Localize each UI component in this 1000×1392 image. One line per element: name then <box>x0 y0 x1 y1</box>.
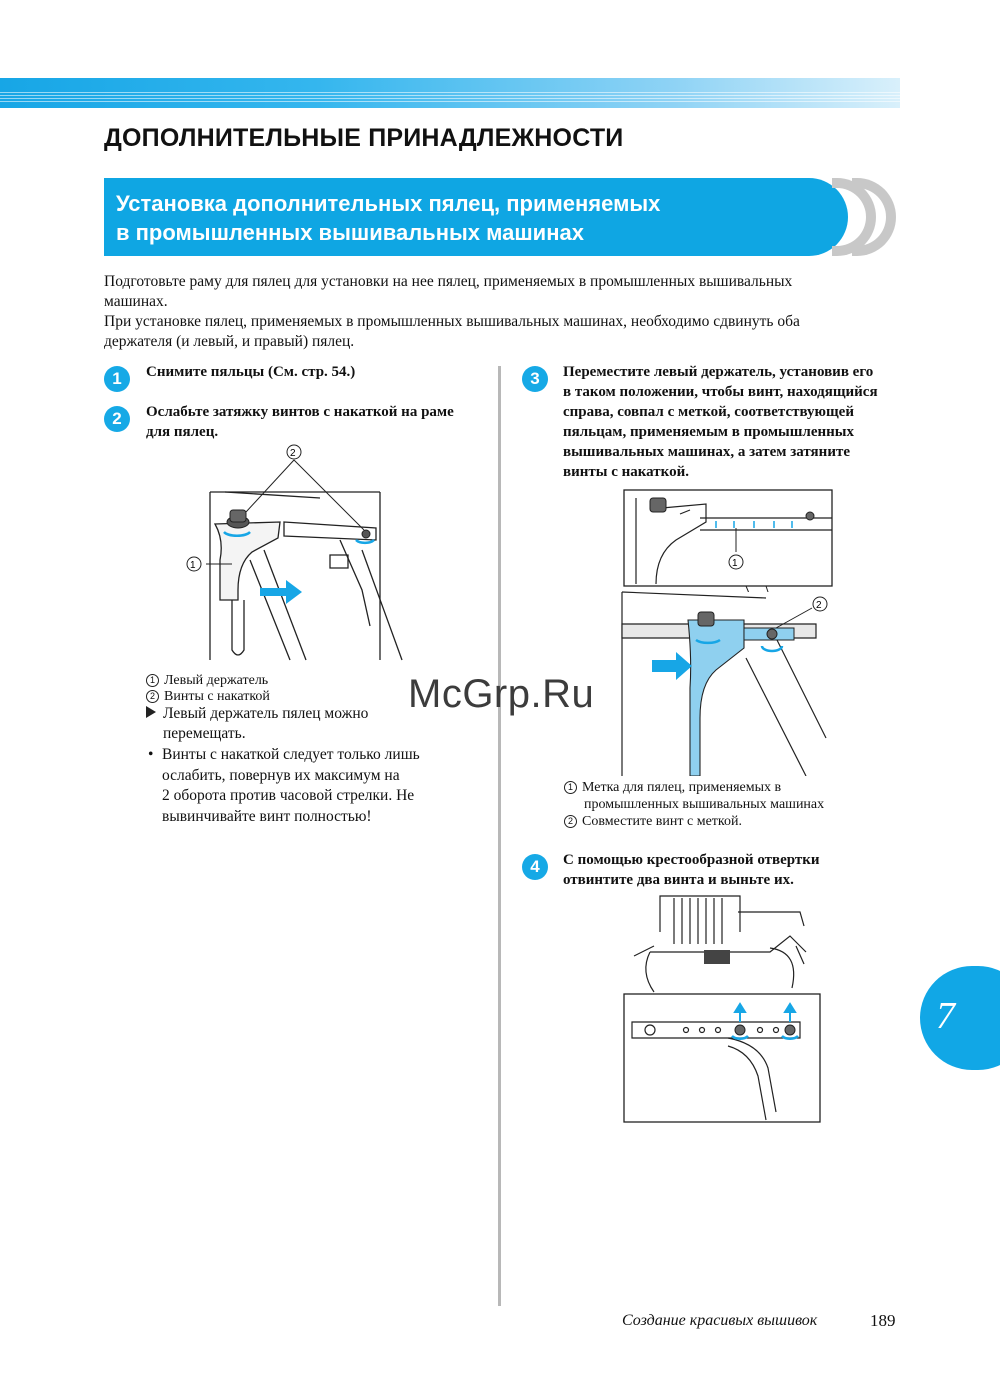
callout-number: 2 <box>146 690 159 703</box>
callout-text: Левый держатель <box>164 673 269 688</box>
callout-align-screw <box>564 813 742 830</box>
intro-line: Подготовьте раму для пялец для установки на нее пялец, применяемых в промышленных вышивальных <box>104 273 793 290</box>
step-3-line: в таком положении, чтобы винт, находящийся <box>563 384 878 400</box>
page-title: ДОПОЛНИТЕЛЬНЫЕ ПРИНАДЛЕЖНОСТИ <box>104 124 624 152</box>
result-line: Левый держатель пялец можно <box>163 705 369 722</box>
step-4-text <box>563 850 903 890</box>
step-3-badge: 3 <box>522 366 548 392</box>
result-text <box>146 704 368 724</box>
section-title-line1: Установка дополнительных пялец, применяемых <box>116 191 661 216</box>
callout-left-holder <box>146 672 268 689</box>
callout-text: Совместите винт с меткой. <box>582 814 742 829</box>
callout-knurled-screws <box>146 688 270 705</box>
callout-text: Винты с накаткой <box>164 689 270 704</box>
step-3-line: справа, совпал с меткой, соответствующей <box>563 404 854 420</box>
result-line: перемещать. <box>163 725 246 742</box>
hoop-frame-illustration-2 <box>616 488 842 776</box>
step-3-line: Переместите левый держатель, установив его <box>563 364 874 380</box>
illus1-callout-2: 2 <box>290 448 296 459</box>
callout-number: 1 <box>564 781 577 794</box>
step-4-line: С помощью крестообразной отвертки <box>563 852 820 868</box>
callout-number: 1 <box>146 674 159 687</box>
step-3-line: винты с накаткой. <box>563 464 689 480</box>
illus2-callout-1: 1 <box>732 558 738 569</box>
section-title-line2: в промышленных вышивальных машинах <box>116 220 584 245</box>
intro-line: При установке пялец, применяемых в промышленных вышивальных машинах, необходимо сдвинуть оба <box>104 313 800 330</box>
intro-line: машинах. <box>104 293 168 310</box>
step-1-text: Снимите пяльцы (См. стр. 54.) <box>146 364 356 380</box>
step-2-line: Ослабьте затяжку винтов с накаткой на раме <box>146 404 454 420</box>
note-line: 2 оборота против часовой стрелки. Не <box>162 787 415 804</box>
note-line: вывинчивайте винт полностью! <box>162 807 372 825</box>
hoop-frame-illustration-1 <box>180 440 410 670</box>
section-banner <box>104 178 848 256</box>
callout-number: 2 <box>564 815 577 828</box>
step-3-text <box>563 362 903 482</box>
illus2-callout-2: 2 <box>816 600 822 611</box>
footer-chapter-title: Создание красивых вышивок <box>622 1312 818 1329</box>
page-number: 189 <box>870 1311 896 1330</box>
intro-line: держателя (и левый, и правый) пялец. <box>104 333 355 350</box>
step-2-line: для пялец. <box>146 424 219 440</box>
illus1-callout-1: 1 <box>190 560 196 571</box>
intro-text <box>104 272 904 352</box>
step-2-badge: 2 <box>104 406 130 432</box>
hoop-frame-illustration-3 <box>620 892 826 1124</box>
step-3-line: пяльцам, применяемым в промышленных <box>563 424 854 440</box>
note-text <box>162 745 482 827</box>
banner-decor-arc <box>852 178 896 256</box>
note-line: ослабить, повернув их максимум на <box>162 766 400 784</box>
header-band-stripes <box>0 92 900 102</box>
callout-hoop-mark <box>564 779 781 796</box>
chapter-number: 7 <box>936 995 955 1037</box>
step-4-line: отвинтите два винта и выньте их. <box>563 872 794 888</box>
callout-text: Метка для пялец, применяемых в <box>582 780 782 795</box>
note-line: Винты с накаткой следует только лишь <box>162 746 420 763</box>
step-1-badge: 1 <box>104 366 130 392</box>
chapter-tab <box>920 966 1000 1070</box>
callout-text: промышленных вышивальных машинах <box>584 797 825 812</box>
step-2-text <box>146 402 506 442</box>
column-divider <box>498 366 501 1306</box>
note-bullet: • <box>148 746 154 763</box>
result-arrow-icon <box>146 706 156 718</box>
step-4-badge: 4 <box>522 854 548 880</box>
step-3-line: вышивальных машинах, а затем затяните <box>563 444 850 460</box>
watermark: McGrp.Ru <box>408 672 595 716</box>
